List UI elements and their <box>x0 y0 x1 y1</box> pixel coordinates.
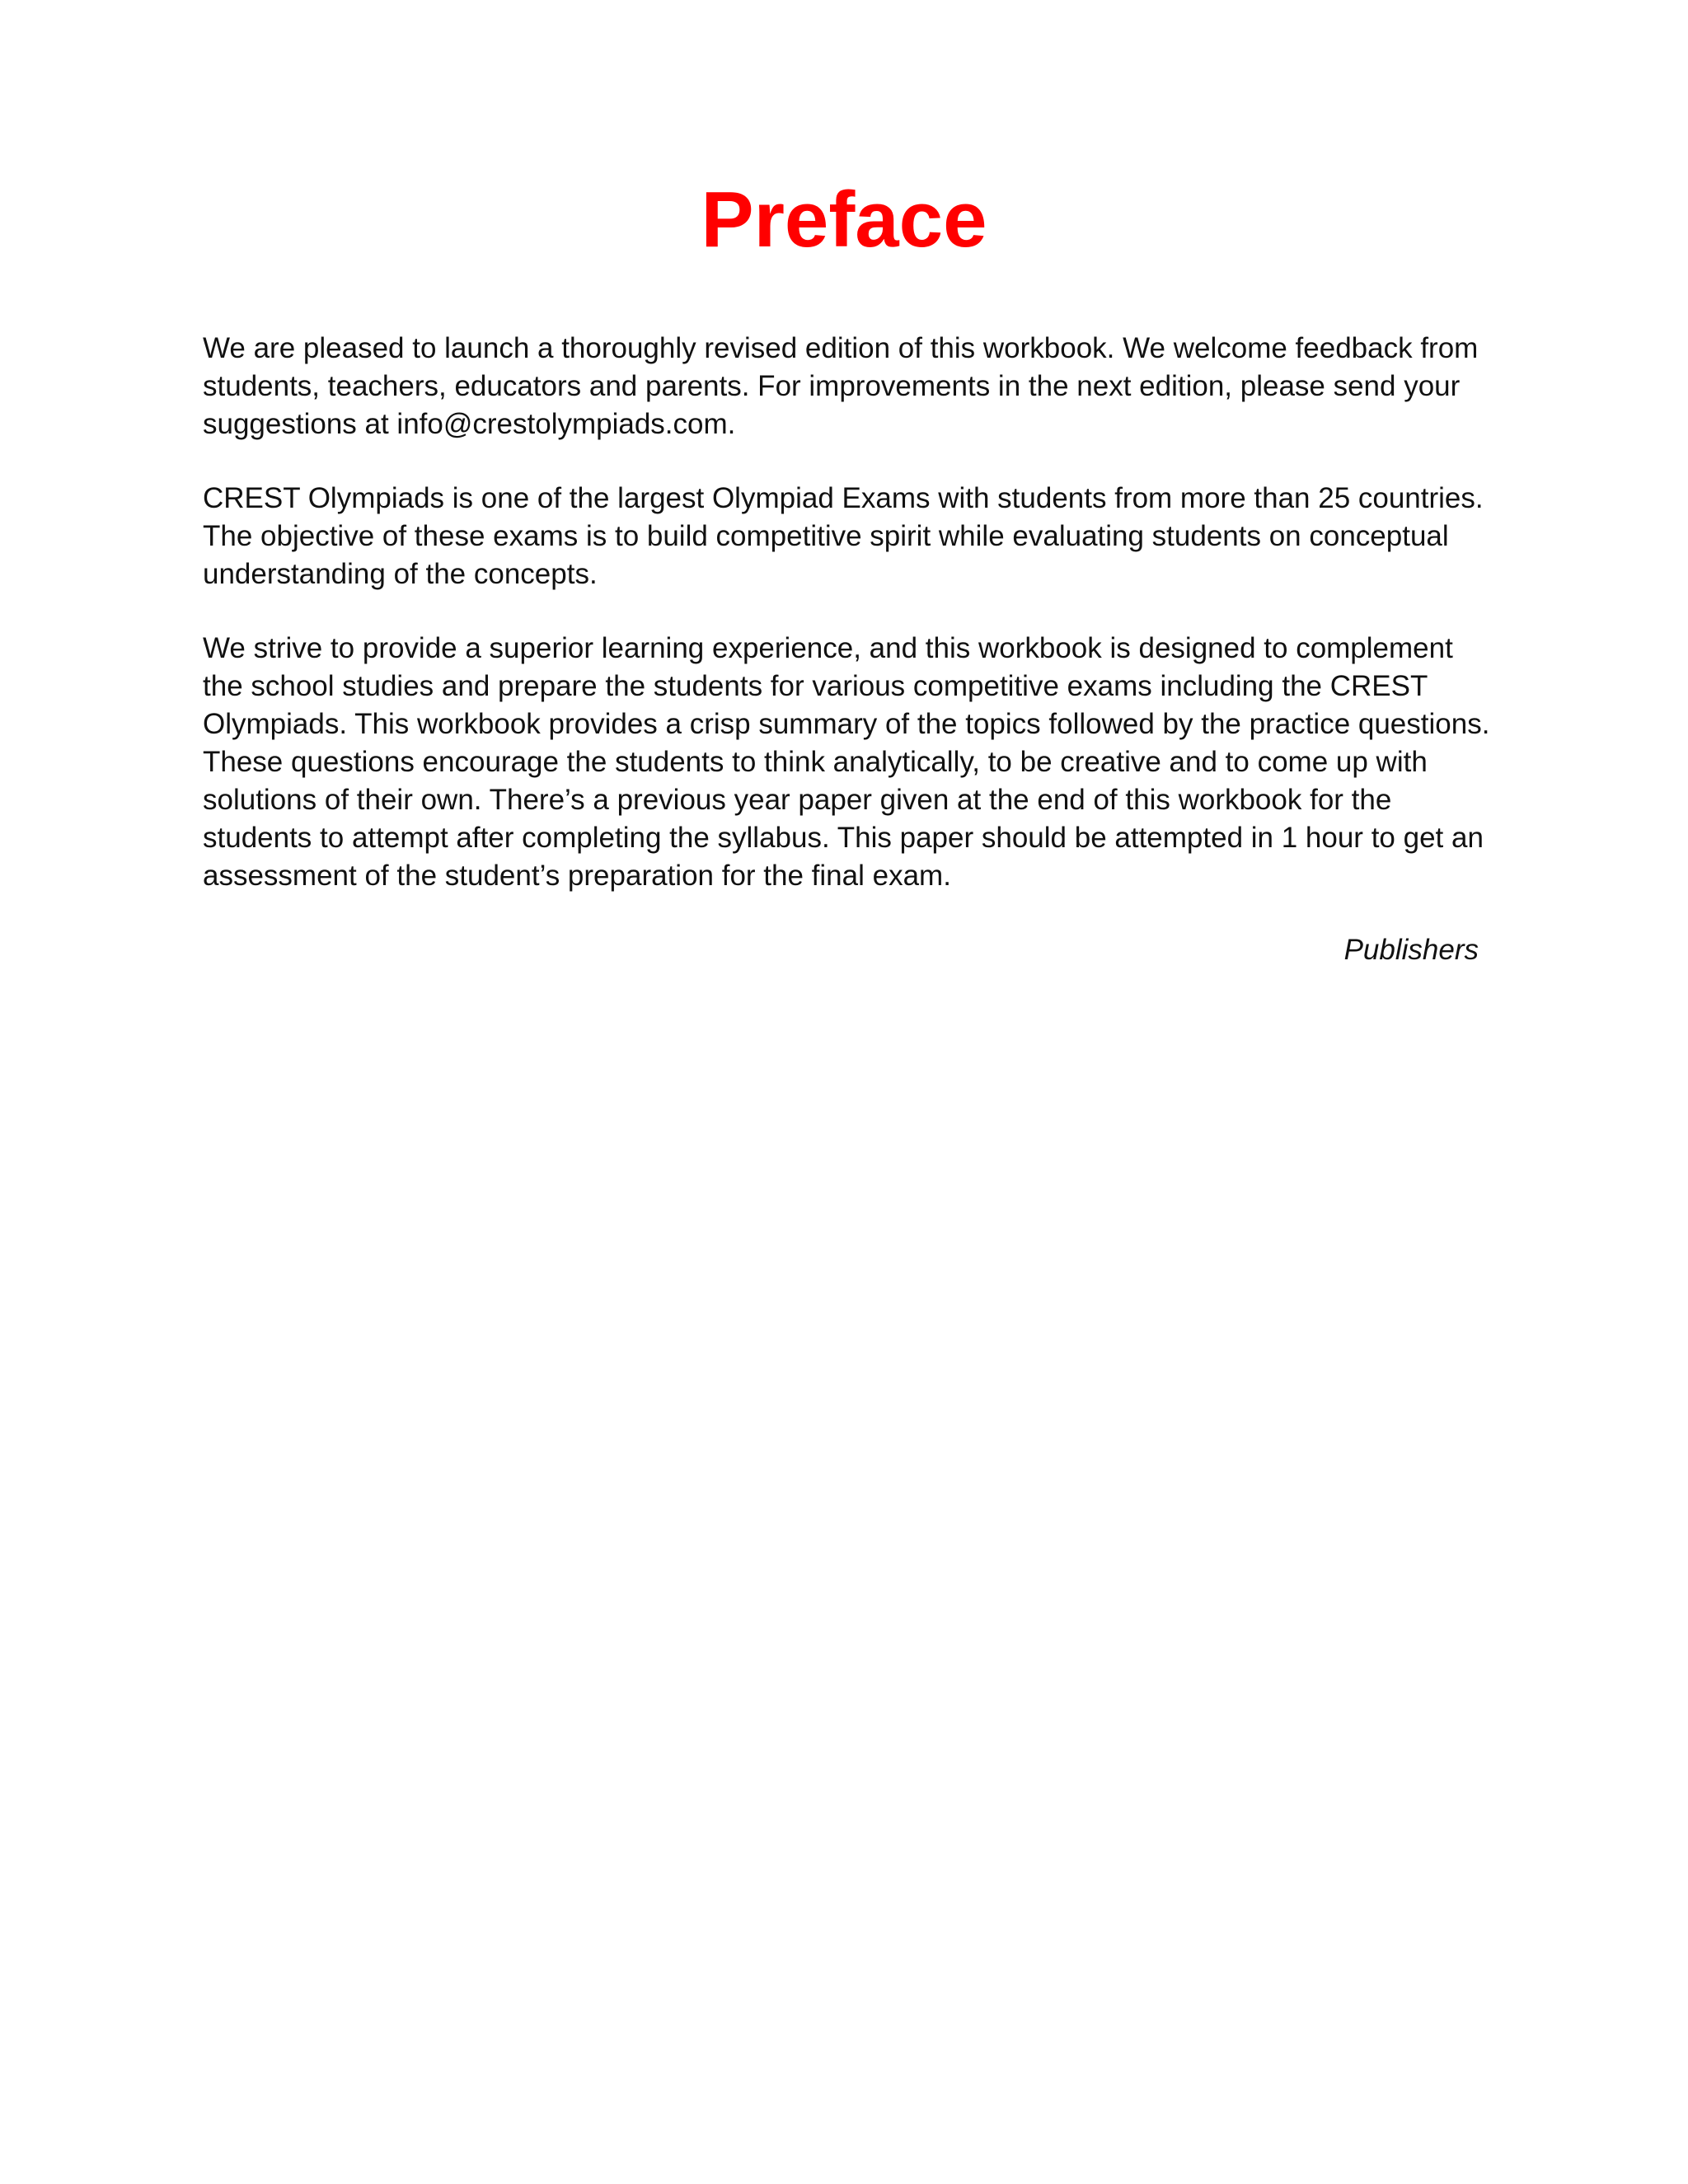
paragraph-workbook-purpose: We strive to provide a superior learning experience, and this workbook is designed to complement the school studies and prepare the students for various competitive exams including the CREST Olympiads. This workbook provides a crisp summary of the topics followed by the practice questions. These questions encourage the students to think analytically, to be creative and to come up with solutions of their own. There’s a previous year paper given at the end of this workbook for the students to attempt after completing the syllabus. This paper should be attempted in 1 hour to get an assessment of the student’s preparation for the final exam. <box>203 632 1490 892</box>
paragraph-about-crest: CREST Olympiads is one of the largest Olympiad Exams with students from more than 25 countries. The objective of these exams is to build competitive spirit while evaluating students on conceptual understanding of the concepts. <box>203 482 1484 590</box>
signature: Publishers <box>1343 934 1479 966</box>
paragraph-intro: We are pleased to launch a thoroughly revised edition of this workbook. We welcome feedback from students, teachers, educators and parents. For improvements in the next edition, please send your suggestions at info@crestolympiads.com. <box>203 332 1479 440</box>
page-title: Preface <box>701 176 987 264</box>
